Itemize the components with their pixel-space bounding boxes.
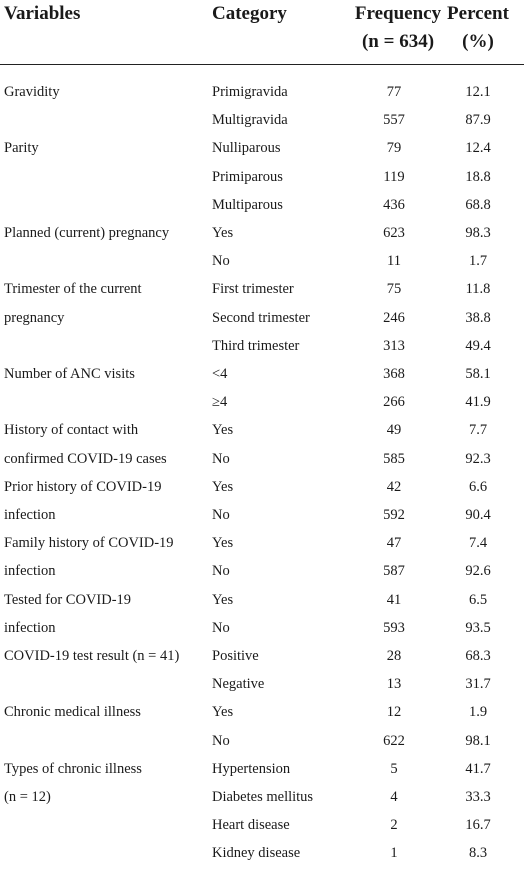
row-frequency: 75 <box>386 281 402 298</box>
row-frequency: 436 <box>383 196 405 213</box>
row-frequency: 557 <box>383 112 405 129</box>
row-variable: infection <box>4 507 56 523</box>
header-category: Category <box>212 3 287 24</box>
row-percent: 90.4 <box>465 507 491 523</box>
row-percent: 41.7 <box>465 760 491 777</box>
row-percent: 12.4 <box>465 140 491 157</box>
row-percent: 68.8 <box>465 196 491 213</box>
row-variable: History of contact with <box>4 422 139 439</box>
row-category: No <box>212 507 230 523</box>
row-frequency: 79 <box>386 140 402 157</box>
row-percent: 41.9 <box>465 394 491 411</box>
row-frequency: 623 <box>383 225 405 241</box>
row-frequency: 47 <box>386 535 402 552</box>
header-percent: Percent <box>447 3 509 24</box>
row-variable: Planned (current) pregnancy <box>4 225 170 241</box>
row-frequency: 313 <box>383 337 405 354</box>
row-frequency: 2 <box>390 817 398 834</box>
row-percent: 92.6 <box>465 563 491 580</box>
row-variable: Gravidity <box>4 84 60 100</box>
row-percent: 8.3 <box>468 845 488 862</box>
row-category: No <box>212 619 230 636</box>
row-category: Primiparous <box>212 168 283 185</box>
header-frequency-n: (n = 634) <box>361 31 435 52</box>
row-frequency: 119 <box>383 168 405 185</box>
row-frequency: 587 <box>383 563 405 580</box>
row-frequency: 49 <box>386 422 402 439</box>
row-percent: 49.4 <box>465 337 491 354</box>
row-category: Diabetes mellitus <box>212 789 314 805</box>
row-frequency: 41 <box>386 591 402 608</box>
row-percent: 11.8 <box>465 281 491 298</box>
row-percent: 68.3 <box>465 648 491 664</box>
row-category: Multiparous <box>212 196 283 213</box>
row-percent: 92.3 <box>465 450 491 467</box>
row-percent: 7.7 <box>468 422 488 439</box>
row-category: Yes <box>212 704 234 721</box>
row-percent: 1.7 <box>468 253 488 270</box>
row-category: Heart disease <box>212 817 290 834</box>
row-variable: COVID-19 test result (n = 41) <box>4 648 180 664</box>
row-variable: Chronic medical illness <box>4 704 141 721</box>
row-percent: 18.8 <box>465 168 491 185</box>
row-frequency: 622 <box>383 732 405 749</box>
row-frequency: 266 <box>383 394 405 411</box>
header-percent-unit: (%) <box>462 31 494 52</box>
row-category: Nulliparous <box>212 140 281 157</box>
row-frequency: 28 <box>386 648 402 664</box>
row-frequency: 1 <box>390 845 398 862</box>
row-category: Yes <box>212 422 234 439</box>
row-frequency: 593 <box>383 619 405 636</box>
row-category: Multigravida <box>212 112 288 129</box>
row-percent: 12.1 <box>465 84 491 100</box>
row-frequency: 5 <box>390 760 398 777</box>
row-category: No <box>212 732 230 749</box>
row-category: ≥4 <box>212 394 228 411</box>
row-category: Yes <box>212 535 234 552</box>
row-variable: infection <box>4 563 56 580</box>
row-frequency: 42 <box>386 478 402 495</box>
row-category: Third trimester <box>212 337 300 354</box>
row-percent: 31.7 <box>465 676 491 693</box>
row-percent: 98.1 <box>465 732 491 749</box>
row-percent: 93.5 <box>465 619 491 636</box>
row-category: Yes <box>212 225 234 241</box>
row-frequency: 246 <box>383 309 405 326</box>
row-category: No <box>212 450 230 467</box>
row-frequency: 11 <box>387 253 401 270</box>
row-category: Negative <box>212 676 265 693</box>
row-frequency: 368 <box>383 366 405 382</box>
row-percent: 98.3 <box>465 225 491 241</box>
row-frequency: 4 <box>390 789 398 805</box>
row-category: Hypertension <box>212 760 291 777</box>
header-variables: Variables <box>4 3 81 24</box>
row-percent: 1.9 <box>468 704 488 721</box>
row-variable: Family history of COVID-19 <box>4 535 174 552</box>
row-category: Yes <box>212 591 234 608</box>
row-variable: Tested for COVID-19 <box>4 591 132 608</box>
row-variable: Types of chronic illness <box>4 760 142 777</box>
row-variable: (n = 12) <box>4 789 51 805</box>
row-category: No <box>212 253 230 270</box>
row-frequency: 12 <box>386 704 402 721</box>
row-category: Yes <box>212 478 234 495</box>
row-percent: 58.1 <box>465 366 491 382</box>
row-variable: pregnancy <box>4 309 65 326</box>
row-percent: 16.7 <box>465 817 491 834</box>
row-category: First trimester <box>212 281 294 298</box>
row-percent: 87.9 <box>465 112 491 129</box>
row-category: <4 <box>212 366 228 382</box>
row-variable: Number of ANC visits <box>4 366 135 382</box>
row-frequency: 77 <box>386 84 402 100</box>
header-rule <box>0 64 524 65</box>
row-percent: 6.6 <box>468 478 488 495</box>
row-percent: 6.5 <box>468 591 488 608</box>
row-variable: infection <box>4 619 56 636</box>
row-category: Primigravida <box>212 84 288 100</box>
row-percent: 33.3 <box>465 789 491 805</box>
row-frequency: 592 <box>383 507 405 523</box>
row-category: Kidney disease <box>212 845 301 862</box>
row-frequency: 585 <box>383 450 405 467</box>
row-variable: Trimester of the current <box>4 281 142 298</box>
row-category: Second trimester <box>212 309 310 326</box>
row-category: Positive <box>212 648 259 664</box>
row-variable: Prior history of COVID-19 <box>4 478 162 495</box>
row-variable: confirmed COVID-19 cases <box>4 450 167 467</box>
row-percent: 7.4 <box>468 535 488 552</box>
header-frequency: Frequency <box>354 3 442 24</box>
row-category: No <box>212 563 230 580</box>
row-frequency: 13 <box>386 676 402 693</box>
row-percent: 38.8 <box>465 309 491 326</box>
row-variable: Parity <box>4 140 39 157</box>
